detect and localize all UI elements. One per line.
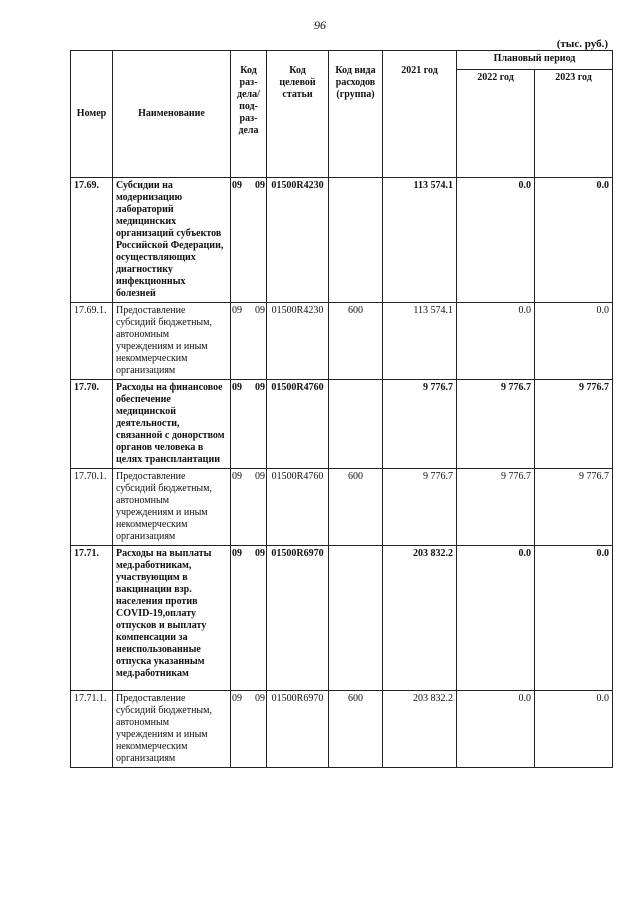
budget-table <box>70 50 613 768</box>
row-target-code: 01500R4230 <box>267 178 329 303</box>
row-2023: 0.0 <box>535 303 613 380</box>
table-row <box>71 380 613 469</box>
row-number: 17.70. <box>71 380 113 469</box>
header-2023: 2023 год <box>535 70 613 178</box>
row-number: 17.69. <box>71 178 113 303</box>
row-2021: 113 574.1 <box>383 303 457 380</box>
row-expense-code <box>329 380 383 469</box>
header-number: Номер <box>71 51 113 178</box>
row-2022: 9 776.7 <box>457 469 535 546</box>
units-label: (тыс. руб.) <box>556 38 608 50</box>
row-section-code: 09 09 <box>231 178 267 303</box>
row-section-code: 09 09 <box>231 380 267 469</box>
row-name: Расходы на финансовое обеспечение медицинской деятельности, связанной с донорством органов человека в целях трансплантации <box>113 380 231 469</box>
row-name: Предоставление субсидий бюджетным, автономным учреждениям и иным некоммерческим организациям <box>113 303 231 380</box>
page-number: 96 <box>314 18 326 32</box>
header-name: Наименование <box>113 51 231 178</box>
table-row <box>71 546 613 691</box>
table-row <box>71 178 613 303</box>
row-expense-code: 600 <box>329 691 383 768</box>
row-number: 17.71. <box>71 546 113 691</box>
header-target-code: Код целевой статьи <box>267 51 329 178</box>
row-2022: 0.0 <box>457 178 535 303</box>
row-2022: 0.0 <box>457 303 535 380</box>
row-name: Предоставление субсидий бюджетным, автономным учреждениям и иным некоммерческим организациям <box>113 469 231 546</box>
row-expense-code: 600 <box>329 303 383 380</box>
header-plan-period: Плановый период <box>457 51 613 70</box>
row-target-code: 01500R4760 <box>267 469 329 546</box>
row-number: 17.69.1. <box>71 303 113 380</box>
row-2023: 0.0 <box>535 546 613 691</box>
row-expense-code: 600 <box>329 469 383 546</box>
row-target-code: 01500R6970 <box>267 546 329 691</box>
row-2023: 0.0 <box>535 178 613 303</box>
row-section-code: 09 09 <box>231 469 267 546</box>
row-section-code: 09 09 <box>231 546 267 691</box>
row-target-code: 01500R4230 <box>267 303 329 380</box>
row-2021: 203 832.2 <box>383 691 457 768</box>
row-2022: 0.0 <box>457 691 535 768</box>
row-target-code: 01500R4760 <box>267 380 329 469</box>
row-2022: 0.0 <box>457 546 535 691</box>
row-2023: 9 776.7 <box>535 469 613 546</box>
row-name: Предоставление субсидий бюджетным, автономным учреждениям и иным некоммерческим организациям <box>113 691 231 768</box>
header-section-code: Код раз- дела/ под- раз- дела <box>231 51 267 178</box>
row-name: Расходы на выплаты мед.работникам, участвующим в вакцинации взр. населения против COVID-19,оплату отпусков и выплату компенсации за неиспользованные отпуска указанным мед.работникам <box>113 546 231 691</box>
row-section-code: 09 09 <box>231 303 267 380</box>
row-2023: 0.0 <box>535 691 613 768</box>
row-2021: 9 776.7 <box>383 469 457 546</box>
row-2022: 9 776.7 <box>457 380 535 469</box>
row-2023: 9 776.7 <box>535 380 613 469</box>
row-target-code: 01500R6970 <box>267 691 329 768</box>
row-expense-code <box>329 178 383 303</box>
row-section-code: 09 09 <box>231 691 267 768</box>
row-expense-code <box>329 546 383 691</box>
header-2021: 2021 год <box>383 51 457 178</box>
row-2021: 203 832.2 <box>383 546 457 691</box>
row-name: Субсидии на модернизацию лабораторий медицинских организаций субъектов Российской Федерации, осуществляющих диагностику инфекционных болезней <box>113 178 231 303</box>
row-number: 17.71.1. <box>71 691 113 768</box>
row-2021: 113 574.1 <box>383 178 457 303</box>
table-row <box>71 303 613 380</box>
table-row <box>71 691 613 768</box>
row-2021: 9 776.7 <box>383 380 457 469</box>
header-2022: 2022 год <box>457 70 535 178</box>
row-number: 17.70.1. <box>71 469 113 546</box>
table-row <box>71 469 613 546</box>
header-expense-code: Код вида расходов (группа) <box>329 51 383 178</box>
